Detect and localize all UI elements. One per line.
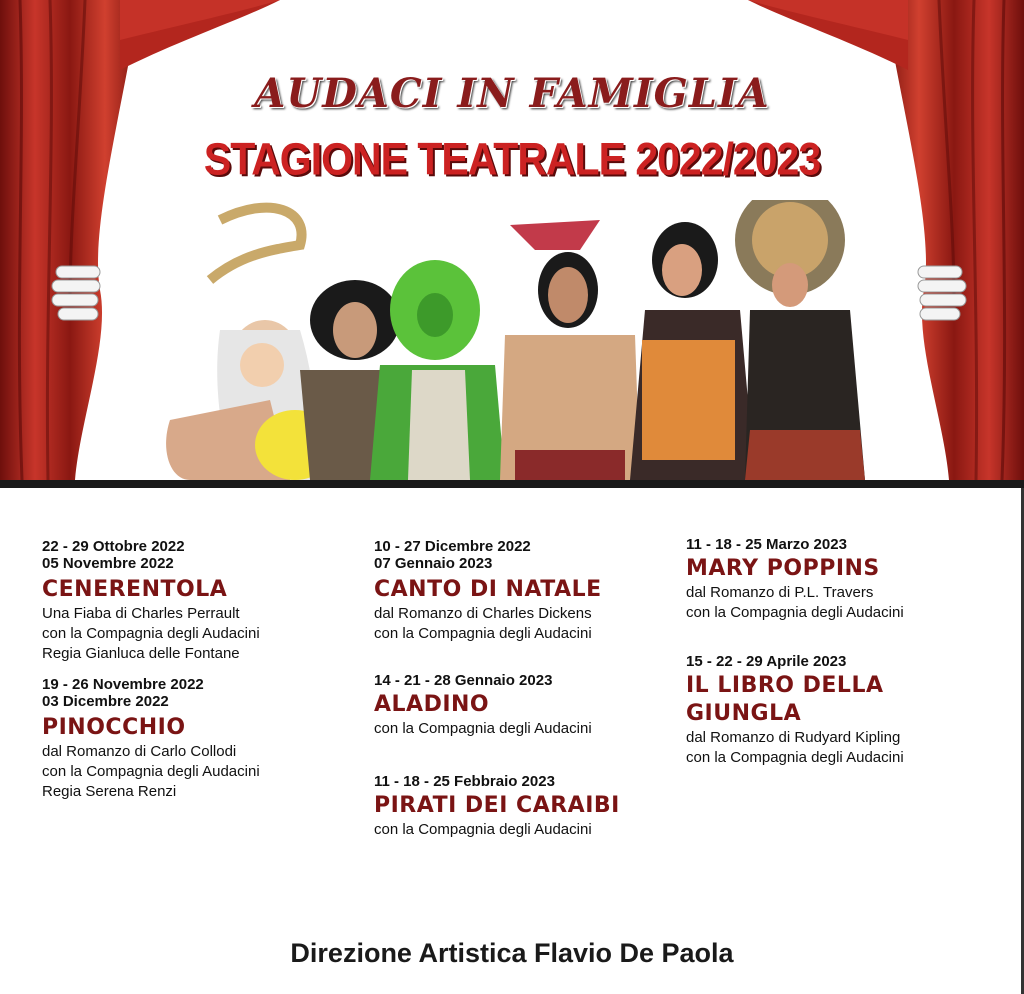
event-il-libro-della-giungla <box>686 653 1006 768</box>
show-title: CANTO DI NATALE <box>374 577 602 602</box>
description-line: Regia Serena Renzi <box>42 783 177 800</box>
description-line: con la Compagnia degli Audacini <box>686 749 904 766</box>
event-dates <box>374 773 674 790</box>
event-dates <box>374 538 674 572</box>
show-title: CENERENTOLA <box>42 577 228 602</box>
event-cenerentola <box>42 538 342 664</box>
description-line: dal Romanzo di Charles Dickens <box>374 605 592 622</box>
event-aladino <box>374 672 674 739</box>
event-dates <box>686 536 1006 553</box>
left-top-drape <box>120 0 280 70</box>
date-line: 11 - 18 - 25 Marzo 2023 <box>686 536 847 553</box>
description-line: con la Compagnia degli Audacini <box>42 625 260 642</box>
show-description <box>374 719 674 739</box>
description-line: dal Romanzo di Rudyard Kipling <box>686 729 901 746</box>
description-line: con la Compagnia degli Audacini <box>42 763 260 780</box>
show-description <box>686 728 1006 768</box>
divider-bar <box>0 480 1024 488</box>
date-line: 11 - 18 - 25 Febbraio 2023 <box>374 773 555 790</box>
show-description <box>686 583 1006 623</box>
footer-credit: Direzione Artistica Flavio De Paola <box>290 938 734 968</box>
title-audaci-in-famiglia: AUDACI IN FAMIGLIA <box>254 70 770 117</box>
event-canto-di-natale <box>374 538 674 644</box>
date-line: 15 - 22 - 29 Aprile 2023 <box>686 653 847 670</box>
event-pinocchio <box>42 676 342 802</box>
date-line: 19 - 26 Novembre 2022 <box>42 676 204 693</box>
event-dates <box>374 672 674 689</box>
description-line: Regia Gianluca delle Fontane <box>42 645 240 662</box>
show-title: IL LIBRO DELLA GIUNGLA <box>686 673 884 726</box>
schedule-column-2 <box>374 538 674 854</box>
show-description <box>374 604 674 644</box>
left-glove-icon <box>50 262 110 328</box>
description-line: con la Compagnia degli Audacini <box>374 821 592 838</box>
stage-banner <box>0 0 1024 480</box>
title-stagione-teatrale: STAGIONE TEATRALE 2022/2023 <box>203 133 821 185</box>
description-line: dal Romanzo di P.L. Travers <box>686 584 874 601</box>
date-line: 05 Novembre 2022 <box>42 555 174 572</box>
date-line: 10 - 27 Dicembre 2022 <box>374 538 531 555</box>
schedule-column-3 <box>686 536 1006 782</box>
show-title: ALADINO <box>374 692 490 717</box>
description-line: con la Compagnia degli Audacini <box>686 604 904 621</box>
date-line: 14 - 21 - 28 Gennaio 2023 <box>374 672 553 689</box>
description-line: Una Fiaba di Charles Perrault <box>42 605 240 622</box>
show-description <box>42 742 342 802</box>
description-line: con la Compagnia degli Audacini <box>374 720 592 737</box>
description-line: dal Romanzo di Carlo Collodi <box>42 743 237 760</box>
event-mary-poppins <box>686 536 1006 623</box>
event-pirati-dei-caraibi <box>374 773 674 840</box>
show-description <box>42 604 342 664</box>
show-title: PIRATI DEI CARAIBI <box>374 793 620 818</box>
right-top-drape <box>748 0 908 70</box>
date-line: 22 - 29 Ottobre 2022 <box>42 538 185 555</box>
description-line: con la Compagnia degli Audacini <box>374 625 592 642</box>
cast-photo <box>150 200 890 480</box>
event-dates <box>42 676 342 710</box>
event-dates <box>42 538 342 572</box>
date-line: 03 Dicembre 2022 <box>42 693 169 710</box>
show-title: PINOCCHIO <box>42 715 186 740</box>
right-glove-icon <box>908 262 968 328</box>
schedule-column-1 <box>42 538 342 816</box>
date-line: 07 Gennaio 2023 <box>374 555 493 572</box>
show-title: MARY POPPINS <box>686 556 880 581</box>
event-dates <box>686 653 1006 670</box>
show-description <box>374 820 674 840</box>
